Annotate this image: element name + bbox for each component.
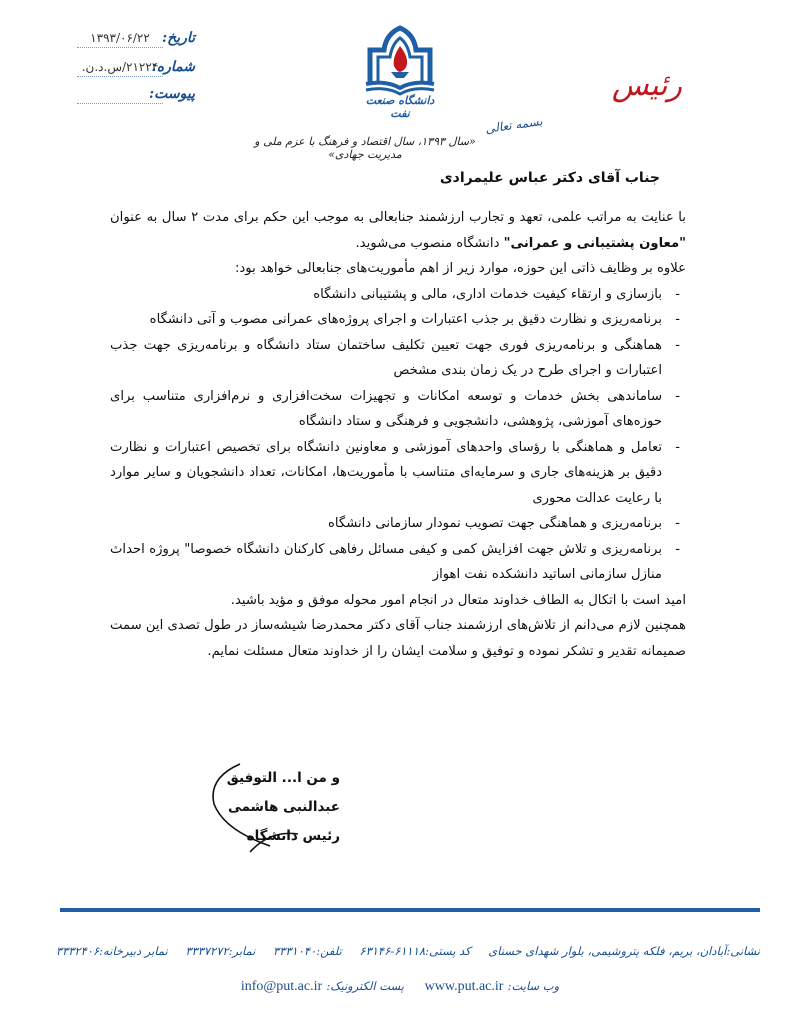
duties-list [110,282,686,588]
intro-paragraph [110,205,686,256]
duty-text: بازسازی و ارتقاء کیفیت خدمات اداری، مالی و پشتیبانی دانشگاه [313,286,662,302]
date-field [75,30,195,50]
intro-text: با عنایت به مراتب علمی، تعهد و تجارب ارزشمند جنابعالی به موجب این حکم برای مدت ۲ سال به عنوان [110,210,686,225]
list-item [110,282,686,308]
secretariat-fax: نمابر دبیرخانه:۳۳۳۲۴۰۶ [55,944,168,958]
year-slogan: «سال ۱۳۹۳، سال اقتصاد و فرهنگ با عزم ملی و مدیریت جهادی» [254,135,476,161]
bullet-dash: - [675,516,680,531]
address: نشانی:آبادان، بریم، فلکه پتروشیمی، بلوار شهدای حسنای [488,944,760,958]
university-logo [356,22,444,120]
website-link[interactable]: www.put.ac.ir [424,979,504,994]
recipient: جناب آقای دکتر عباس علیمرادی [439,170,660,186]
date-value: ۱۳۹۳/۰۶/۲۲ [77,31,163,48]
logo-caption: دانشگاه صنعت نفت [365,94,435,120]
attachment-label: پیوست: [149,86,195,102]
list-item [110,511,686,537]
bismillah: بسمه تعالی [484,114,544,136]
bullet-dash: - [675,286,680,302]
duty-text: برنامه‌ریزی و تلاش جهت افزایش کمی و کیفی مسائل رفاهی کارکنان دانشگاه خصوصا" پروژه احداث منازل سازمانی اساتید دانشکده نفت اهواز [110,541,662,582]
fax: نمابر:۳۳۳۷۲۷۲ [185,944,256,958]
duty-text: تعامل و هماهنگی با رؤسای واحدهای آموزشی و معاونین دانشگاه برای تخصیص اعتبارات و نظارت دقیق بر هزینه‌های جاری و سرمایه‌ای متناسب با مأموریت‌ها، امکانات، تعداد دانشجویان و سایر موارد با رعایت عدالت محوری [110,439,662,506]
number-label: شماره: [151,59,195,75]
duty-text: هماهنگی و برنامه‌ریزی فوری جهت تعیین تکلیف ساختمان ستاد دانشگاه و برنامه‌ریزی جهت جذب اعتبارات و اجرای طرح در یک زمان بندی مشخص [110,337,662,378]
closing-paragraph-2: همچنین لازم می‌دانم از تلاش‌های ارزشمند جناب آقای دکتر محمدرضا شیشه‌ساز در طول تصدی این سمت صمیمانه تقدیر و تشکر نموده و توفیق و سلامت ایشان را از خداوند متعال مسئلت نمایم. [110,618,686,659]
signature-closing: و من ا... التوفیق [226,770,340,786]
footer-web-line [220,979,580,995]
attachment-value [77,87,163,104]
number-field [75,59,195,79]
intro-text-end: دانشگاه منصوب می‌شوید. [355,235,504,251]
website-label: وب سایت: [507,979,560,993]
phone: تلفن:۳۳۳۱۰۴۰ [273,944,342,958]
duty-text: برنامه‌ریزی و هماهنگی جهت تصویب نمودار سازمانی دانشگاه [327,516,662,531]
signatory-role: رئیس دانشگاه [246,828,340,844]
postal-code: کد پستی:۶۱۱۱۸-۶۳۱۴۶ [359,944,471,958]
list-item [110,307,686,333]
bullet-dash: - [675,312,680,327]
attachment-field [75,86,195,106]
duty-text: ساماندهی بخش خدمات و توسعه امکانات و تجهیزات سخت‌افزاری و نرم‌افزاری متناسب برای حوزه‌های آموزشی، پژوهشی، دانشجویی و فرهنگی و ستاد دانشگاه [110,388,662,429]
duty-text: برنامه‌ریزی و نظارت دقیق بر جذب اعتبارات و اجرای پروژه‌های عمرانی مصوب و آتی دانشگاه [149,312,662,327]
signature-block [227,764,340,851]
list-item [110,333,686,384]
closing-paragraph-1: امید است با اتکال به الطاف خداوند متعال در انجام امور محوله موفق و مؤید باشید. [230,592,686,608]
list-item [110,537,686,588]
number-value: ۲۱۲۲۴/س.د.ن. [77,60,163,77]
duties-intro: علاوه بر وظایف ذاتی این حوزه، موارد زیر از اهم مأموریت‌های جنابعالی خواهد بود: [234,261,686,276]
footer-divider [60,908,760,912]
list-item [110,435,686,512]
bullet-dash: - [675,337,680,353]
signatory-name: عبدالنبی هاشمی [227,799,340,815]
bullet-dash: - [675,388,680,404]
list-item [110,384,686,435]
email-link[interactable]: info@put.ac.ir [240,979,323,994]
footer-contact-line [55,944,760,958]
bullet-dash: - [675,541,680,557]
letter-body [110,205,686,664]
office-title: رئیس [611,68,682,103]
bullet-dash: - [675,439,680,455]
email-label: پست الکترونیک: [326,979,404,993]
position-title: "معاون پشتیبانی و عمرانی" [503,235,686,251]
date-label: تاریخ: [161,30,195,46]
